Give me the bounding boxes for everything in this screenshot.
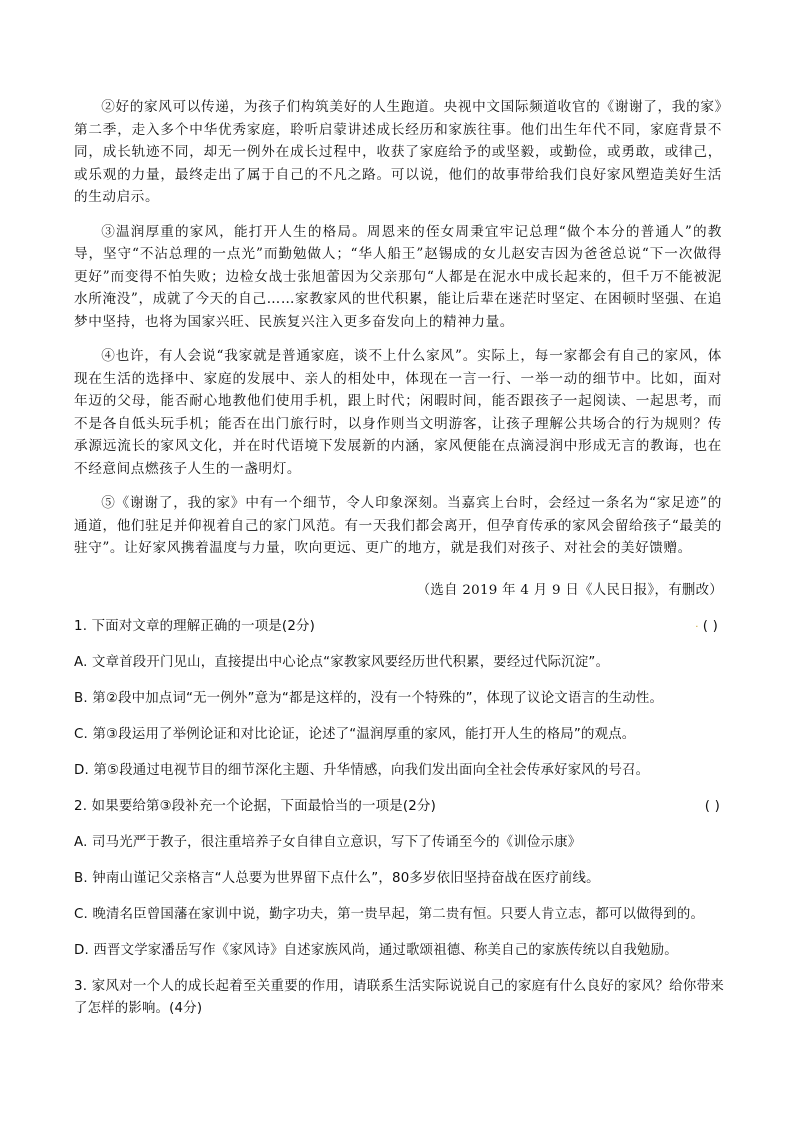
question-1-stem: 1. 下面对文章的理解正确的一项是(2分) [74, 619, 316, 634]
dot-mark-icon: · [695, 622, 699, 633]
paragraph-5: ⑤《谢谢了，我的家》中有一个细节，令人印象深刻。当嘉宾上台时，会经过一条名为“家足迹”的通道，他们驻足并仰视着自己的家门风范。有一天我们都会离开，但孕育传承的家风会留给孩子“最美的驻守”。让好家风携着温度与力量，吹向更远、更广的地方，就是我们对孩子、对社会的美好馈赠。 [74, 495, 722, 556]
question-1-option-b: B. 第②段中加点词“无一例外”意为“都是这样的，没有一个特殊的”，体现了议论文语言的生动性。 [74, 691, 664, 706]
paragraph-3: ③温润厚重的家风，能打开人生的格局。周恩来的侄女周秉宜牢记总理“做个本分的普通人”的教导，坚守“不沾总理的一点光”而勤勉做人；“华人船王”赵锡成的女儿赵安吉因为爸爸总说“下一次做得更好”而变得不怕失败；边检女战士张旭蕾因为父亲那句“人都是在泥水中成长起来的，但千万不能被泥水所淹没”，成就了今天的自己……家教家风的世代积累，能让后辈在迷茫时坚定、在困顿时坚强、在追梦中坚持，也将为国家兴旺、民族复兴注入更多奋发向上的精神力量。 [74, 223, 722, 330]
question-1-option-a: A. 文章首段开门见山，直接提出中心论点“家教家风要经历世代积累，要经过代际沉淀”。 [74, 655, 610, 670]
question-2-stem: 2. 如果要给第③段补充一个论据，下面最恰当的一项是(2分) [74, 799, 436, 814]
question-1-stem-row [74, 616, 724, 652]
question-2-option-a: A. 司马光严于教子，很注重培养子女自律自立意识，写下了传诵至今的《训俭示康》 [74, 835, 582, 850]
answer-bracket-2: ( ) [704, 799, 720, 814]
question-1-option-c: C. 第③段运用了举例论证和对比论证，论述了“温润厚重的家风，能打开人生的格局”的观点。 [74, 727, 636, 742]
paragraph-2: ②好的家风可以传递，为孩子们构筑美好的人生跑道。央视中文国际频道收官的《谢谢了，我的家》第二季，走入多个中华优秀家庭，聆听启蒙讲述成长经历和家族往事。他们出生年代不同，家庭背景不同，成长轨迹不同，却无一例外在成长过程中，收获了家庭给予的或坚毅，或勤俭，或勇敢，或律己，或乐观的力量，最终走出了属于自己的不凡之路。可以说，他们的故事带给我们良好家风塑造美好生活的生动启示。 [74, 99, 722, 205]
questions-section [74, 616, 724, 1020]
passage [74, 96, 722, 572]
question-2-option-b: B. 钟南山谨记父亲格言“人总要为世界留下点什么”，80多岁依旧坚持奋战在医疗前线。 [74, 871, 600, 886]
question-2-option-d: D. 西晋文学家潘岳写作《家风诗》自述家族风尚，通过歌颂祖德、称美自己的家族传统以自我勉励。 [74, 943, 678, 958]
question-2-stem-row [74, 796, 724, 832]
question-3-stem: 3. 家风对一个人的成长起着至关重要的作用，请联系生活实际说说自己的家庭有什么良好的家风？给你带来了怎样的影响。(4分) [74, 979, 724, 1016]
answer-bracket-1: ( ) [702, 619, 718, 634]
paragraph-4: ④也许，有人会说“我家就是普通家庭，谈不上什么家风”。实际上，每一家都会有自己的家风，体现在生活的选择中、家庭的发展中、亲人的相处中，体现在一言一行、一举一动的细节中。比如，面对年迈的父母，能否耐心地教他们使用手机，跟上时代；闲暇时间，能否跟孩子一起阅读、一起思考，而不是各自低头玩手机；能否在出门旅行时，以身作则当文明游客，让孩子理解公共场合的行为规则？传承源远流长的家风文化，并在时代语境下发展新的内涵，家风便能在点滴浸润中形成无言的教诲，也在不经意间点燃孩子人生的一盏明灯。 [74, 348, 722, 477]
source-citation: （选自 2019 年 4 月 9 日《人民日报》，有删改） [416, 583, 723, 598]
question-1-option-d: D. 第⑤段通过电视节目的细节深化主题、升华情感，向我们发出面向全社会传承好家风的号召。 [74, 763, 650, 778]
question-2-option-c: C. 晚清名臣曾国藩在家训中说，勤字功夫，第一贵早起，第二贵有恒。只要人肯立志，都可以做得到的。 [74, 907, 705, 922]
